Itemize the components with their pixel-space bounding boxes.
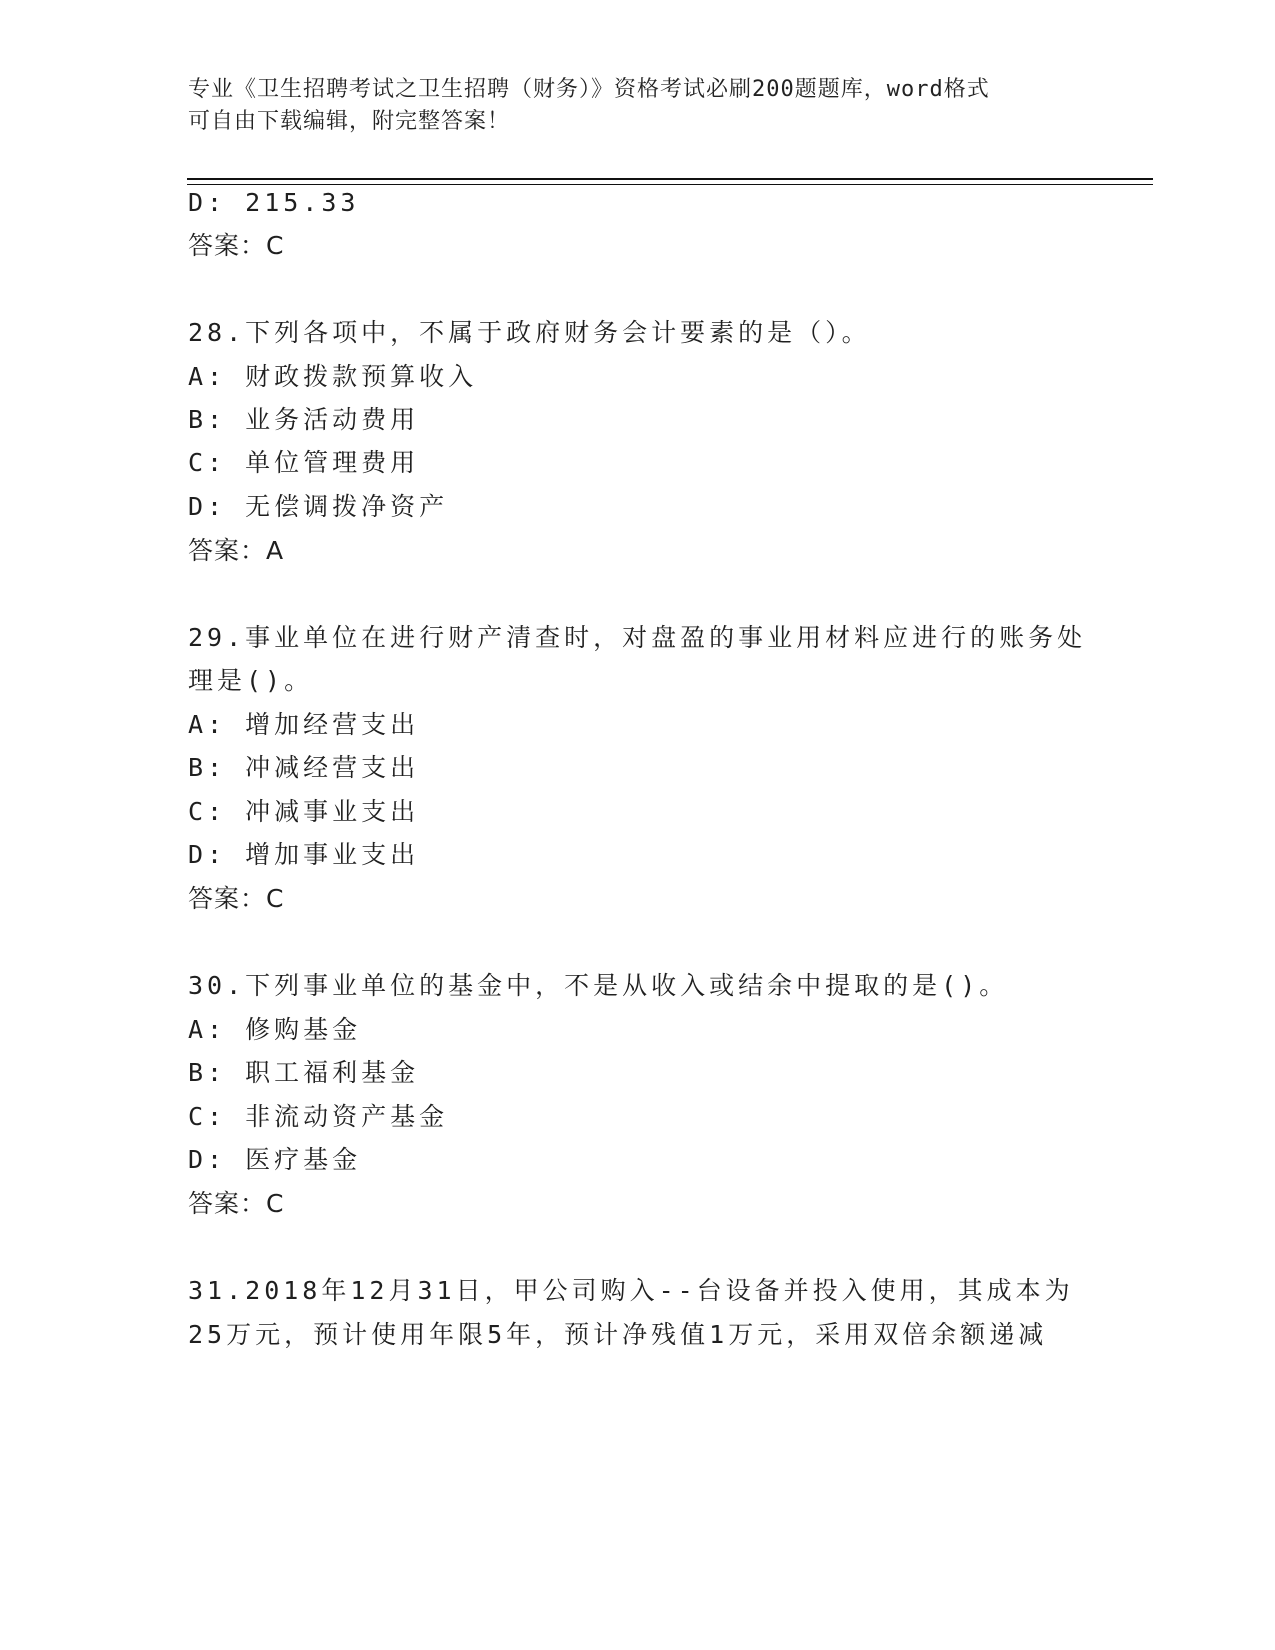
q28-question: 28.下列各项中，不属于政府财务会计要素的是（）。 (188, 318, 871, 347)
q30-option-d: D: 医疗基金 (188, 1145, 362, 1174)
q29-option-d: D: 增加事业支出 (188, 840, 420, 869)
q30-question: 30.下列事业单位的基金中，不是从收入或结余中提取的是()。 (188, 971, 1009, 1000)
q29-question-line-2: 理是()。 (188, 666, 314, 695)
q28-option-a: A: 财政拨款预算收入 (188, 362, 478, 391)
header-divider-thick (187, 178, 1153, 180)
prev-option-d: D: 215.33 (188, 188, 360, 217)
q28-option-b: B: 业务活动费用 (188, 405, 420, 434)
header-line-1: 专业《卫生招聘考试之卫生招聘（财务）》资格考试必刷200题题库，word格式 (188, 77, 990, 102)
q30-option-c: C: 非流动资产基金 (188, 1102, 449, 1131)
q31-question-line-2: 25万元，预计使用年限5年，预计净残值1万元，采用双倍余额递减 (188, 1320, 1048, 1349)
q28-answer: 答案：A (188, 536, 285, 565)
q29-question-line-1: 29.事业单位在进行财产清查时，对盘盈的事业用材料应进行的账务处 (188, 623, 1087, 652)
q29-option-a: A: 增加经营支出 (188, 710, 420, 739)
q30-option-a: A: 修购基金 (188, 1015, 362, 1044)
q30-answer: 答案：C (188, 1189, 285, 1218)
q29-option-b: B: 冲减经营支出 (188, 753, 420, 782)
document-header (188, 74, 1088, 138)
q28-option-d: D: 无偿调拨净资产 (188, 492, 449, 521)
q29-option-c: C: 冲减事业支出 (188, 797, 420, 826)
q30-option-b: B: 职工福利基金 (188, 1058, 420, 1087)
header-divider-thin (187, 184, 1153, 185)
header-line-2: 可自由下载编辑，附完整答案！ (188, 109, 511, 134)
prev-answer: 答案：C (188, 231, 285, 260)
q31-question-line-1: 31.2018年12月31日，甲公司购入--台设备并投入使用，其成本为 (188, 1276, 1074, 1305)
q29-answer: 答案：C (188, 884, 285, 913)
q28-option-c: C: 单位管理费用 (188, 448, 420, 477)
